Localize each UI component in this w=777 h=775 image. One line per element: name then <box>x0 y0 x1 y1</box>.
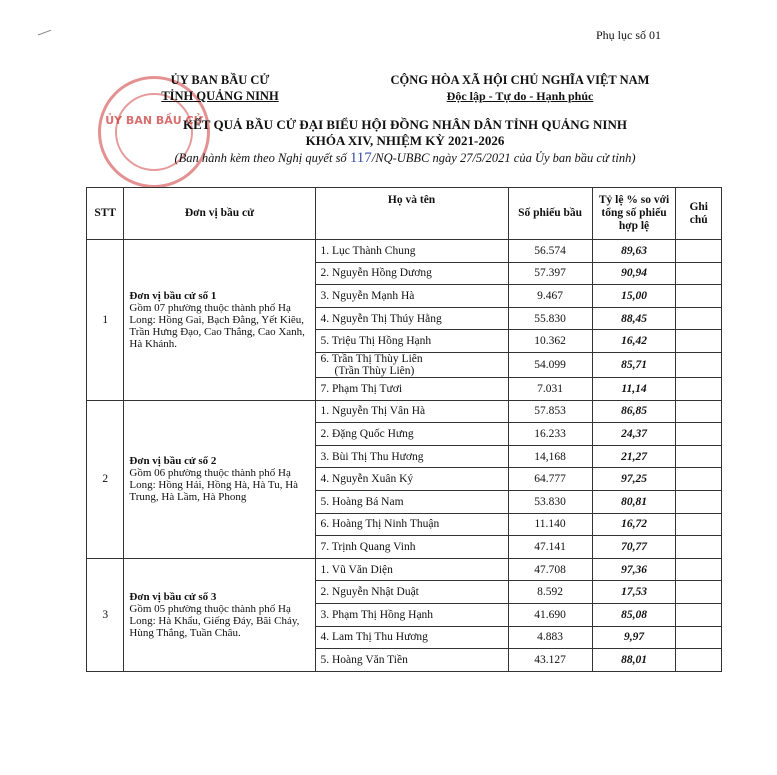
candidate-name: 5. Hoàng Văn Tiền <box>315 649 508 672</box>
subtitle-after: /NQ-UBBC ngày 27/5/2021 của Ủy ban bầu cử tỉnh) <box>371 151 636 165</box>
unit-description: Gồm 06 phường thuộc thành phố Hạ Long: Hồng Hải, Hồng Hà, Hà Tu, Hà Trung, Hà Lầm, Hà Phong <box>129 467 299 504</box>
vote-count: 9.467 <box>508 285 592 308</box>
vote-percentage: 16,72 <box>592 513 676 536</box>
vote-percentage: 21,27 <box>592 445 676 468</box>
header-stt: STT <box>87 188 124 240</box>
note-cell <box>676 285 722 308</box>
candidate-name: 3. Phạm Thị Hồng Hạnh <box>315 603 508 626</box>
unit-title: Đơn vị bầu cử số 1 <box>129 289 217 302</box>
vote-count: 47.708 <box>508 558 592 581</box>
appendix-label: Phụ lục số 01 <box>596 28 662 42</box>
table-header-row <box>87 188 722 240</box>
candidate-name: 3. Bùi Thị Thu Hương <box>315 445 508 468</box>
vote-percentage: 97,25 <box>592 468 676 491</box>
table-row <box>87 558 722 581</box>
note-cell <box>676 649 722 672</box>
vote-count: 64.777 <box>508 468 592 491</box>
candidate-name <box>315 352 508 377</box>
vote-percentage: 85,08 <box>592 603 676 626</box>
note-cell <box>676 400 722 423</box>
note-cell <box>676 423 722 446</box>
vote-percentage: 85,71 <box>592 352 676 377</box>
header-name: Họ và tên <box>315 188 508 240</box>
note-cell <box>676 445 722 468</box>
vote-count: 55.830 <box>508 307 592 330</box>
vote-count: 4.883 <box>508 626 592 649</box>
document-title <box>60 114 750 149</box>
decision-number: 117 <box>349 150 372 166</box>
note-cell <box>676 240 722 263</box>
candidate-name: 5. Triệu Thị Hồng Hạnh <box>315 330 508 353</box>
unit-stt: 1 <box>87 240 124 401</box>
pen-mark <box>38 30 53 39</box>
vote-percentage: 9,97 <box>592 626 676 649</box>
document-subtitle <box>60 150 750 167</box>
title-line1: KẾT QUẢ BẦU CỬ ĐẠI BIỂU HỘI ĐỒNG NHÂN DÂN TỈNH QUẢNG NINH <box>183 117 627 132</box>
vote-percentage: 11,14 <box>592 377 676 400</box>
table-row <box>87 240 722 263</box>
nation-motto: Độc lập - Tự do - Hạnh phúc <box>446 89 594 103</box>
candidate-name: 7. Trịnh Quang Vinh <box>315 536 508 559</box>
vote-count: 47.141 <box>508 536 592 559</box>
note-cell <box>676 468 722 491</box>
vote-percentage: 90,94 <box>592 262 676 285</box>
note-cell <box>676 352 722 377</box>
note-cell <box>676 262 722 285</box>
nation-name: CỘNG HÒA XÃ HỘI CHỦ NGHĨA VIỆT NAM <box>390 73 650 87</box>
unit-stt: 2 <box>87 400 124 558</box>
candidate-name: 1. Lục Thành Chung <box>315 240 508 263</box>
vote-percentage: 16,42 <box>592 330 676 353</box>
header-pct: Tỷ lệ % so với tổng số phiếu hợp lệ <box>592 188 676 240</box>
note-cell <box>676 536 722 559</box>
unit-description: Gồm 05 phường thuộc thành phố Hạ Long: Hà Khẩu, Giếng Đáy, Bãi Cháy, Hùng Thắng, Tuần Châu. <box>129 602 300 639</box>
vote-percentage: 97,36 <box>592 558 676 581</box>
header-votes: Số phiếu bầu <box>508 188 592 240</box>
vote-count: 57.853 <box>508 400 592 423</box>
note-cell <box>676 603 722 626</box>
seal-text: ỦY BAN BẦU CỬ <box>105 114 203 127</box>
vote-count: 7.031 <box>508 377 592 400</box>
candidate-name: 2. Nguyễn Hồng Dương <box>315 262 508 285</box>
header-unit: Đơn vị bầu cử <box>124 188 315 240</box>
vote-percentage: 17,53 <box>592 581 676 604</box>
vote-count: 43.127 <box>508 649 592 672</box>
vote-percentage: 24,37 <box>592 423 676 446</box>
vote-percentage: 70,77 <box>592 536 676 559</box>
vote-percentage: 86,85 <box>592 400 676 423</box>
candidate-name-line1: 6. Trần Thị Thùy Liên <box>320 352 423 365</box>
note-cell <box>676 626 722 649</box>
unit-cell <box>124 240 315 401</box>
candidate-name: 2. Nguyễn Nhật Duật <box>315 581 508 604</box>
candidate-name: 5. Hoàng Bá Nam <box>315 490 508 513</box>
note-cell <box>676 377 722 400</box>
nation-header <box>330 72 710 104</box>
vote-count: 53.830 <box>508 490 592 513</box>
candidate-name: 4. Nguyễn Thị Thúy Hằng <box>315 307 508 330</box>
candidate-name: 2. Đặng Quốc Hưng <box>315 423 508 446</box>
unit-title: Đơn vị bầu cử số 2 <box>129 455 217 468</box>
vote-percentage: 80,81 <box>592 490 676 513</box>
vote-count: 56.574 <box>508 240 592 263</box>
subtitle-before: (Ban hành kèm theo Nghị quyết số <box>174 151 350 165</box>
vote-percentage: 88,01 <box>592 649 676 672</box>
note-cell <box>676 558 722 581</box>
vote-percentage: 88,45 <box>592 307 676 330</box>
committee-line2: TỈNH QUẢNG NINH <box>161 89 279 103</box>
unit-stt: 3 <box>87 558 124 671</box>
vote-count: 11.140 <box>508 513 592 536</box>
vote-count: 16.233 <box>508 423 592 446</box>
committee-line1: ỦY BAN BẦU CỬ <box>170 73 270 87</box>
candidate-name: 4. Lam Thị Thu Hương <box>315 626 508 649</box>
vote-count: 10.362 <box>508 330 592 353</box>
results-table <box>86 187 722 672</box>
vote-count: 8.592 <box>508 581 592 604</box>
vote-percentage: 89,63 <box>592 240 676 263</box>
note-cell <box>676 513 722 536</box>
unit-cell <box>124 400 315 558</box>
note-cell <box>676 307 722 330</box>
vote-count: 57.397 <box>508 262 592 285</box>
candidate-name: 4. Nguyễn Xuân Ký <box>315 468 508 491</box>
candidate-name: 7. Phạm Thị Tươi <box>315 377 508 400</box>
table-row <box>87 400 722 423</box>
note-cell <box>676 490 722 513</box>
vote-count: 41.690 <box>508 603 592 626</box>
note-cell <box>676 330 722 353</box>
candidate-name-line2: (Trần Thùy Liên) <box>334 364 415 377</box>
note-cell <box>676 581 722 604</box>
title-line2: KHÓA XIV, NHIỆM KỲ 2021-2026 <box>305 133 505 148</box>
vote-percentage: 15,00 <box>592 285 676 308</box>
candidate-name: 3. Nguyễn Mạnh Hà <box>315 285 508 308</box>
unit-title: Đơn vị bầu cử số 3 <box>129 590 217 603</box>
unit-cell <box>124 558 315 671</box>
committee-header <box>122 72 318 104</box>
candidate-name: 6. Hoàng Thị Ninh Thuận <box>315 513 508 536</box>
candidate-name: 1. Vũ Văn Diện <box>315 558 508 581</box>
header-note: Ghi chú <box>676 188 722 240</box>
unit-description: Gồm 07 phường thuộc thành phố Hạ Long: Hồng Gai, Bạch Đằng, Yết Kiêu, Trần Hưng Đạo, Cao Thắng, Cao Xanh, Hà Khánh. <box>129 301 305 350</box>
candidate-name: 1. Nguyễn Thị Vân Hà <box>315 400 508 423</box>
vote-count: 14,168 <box>508 445 592 468</box>
vote-count: 54.099 <box>508 352 592 377</box>
